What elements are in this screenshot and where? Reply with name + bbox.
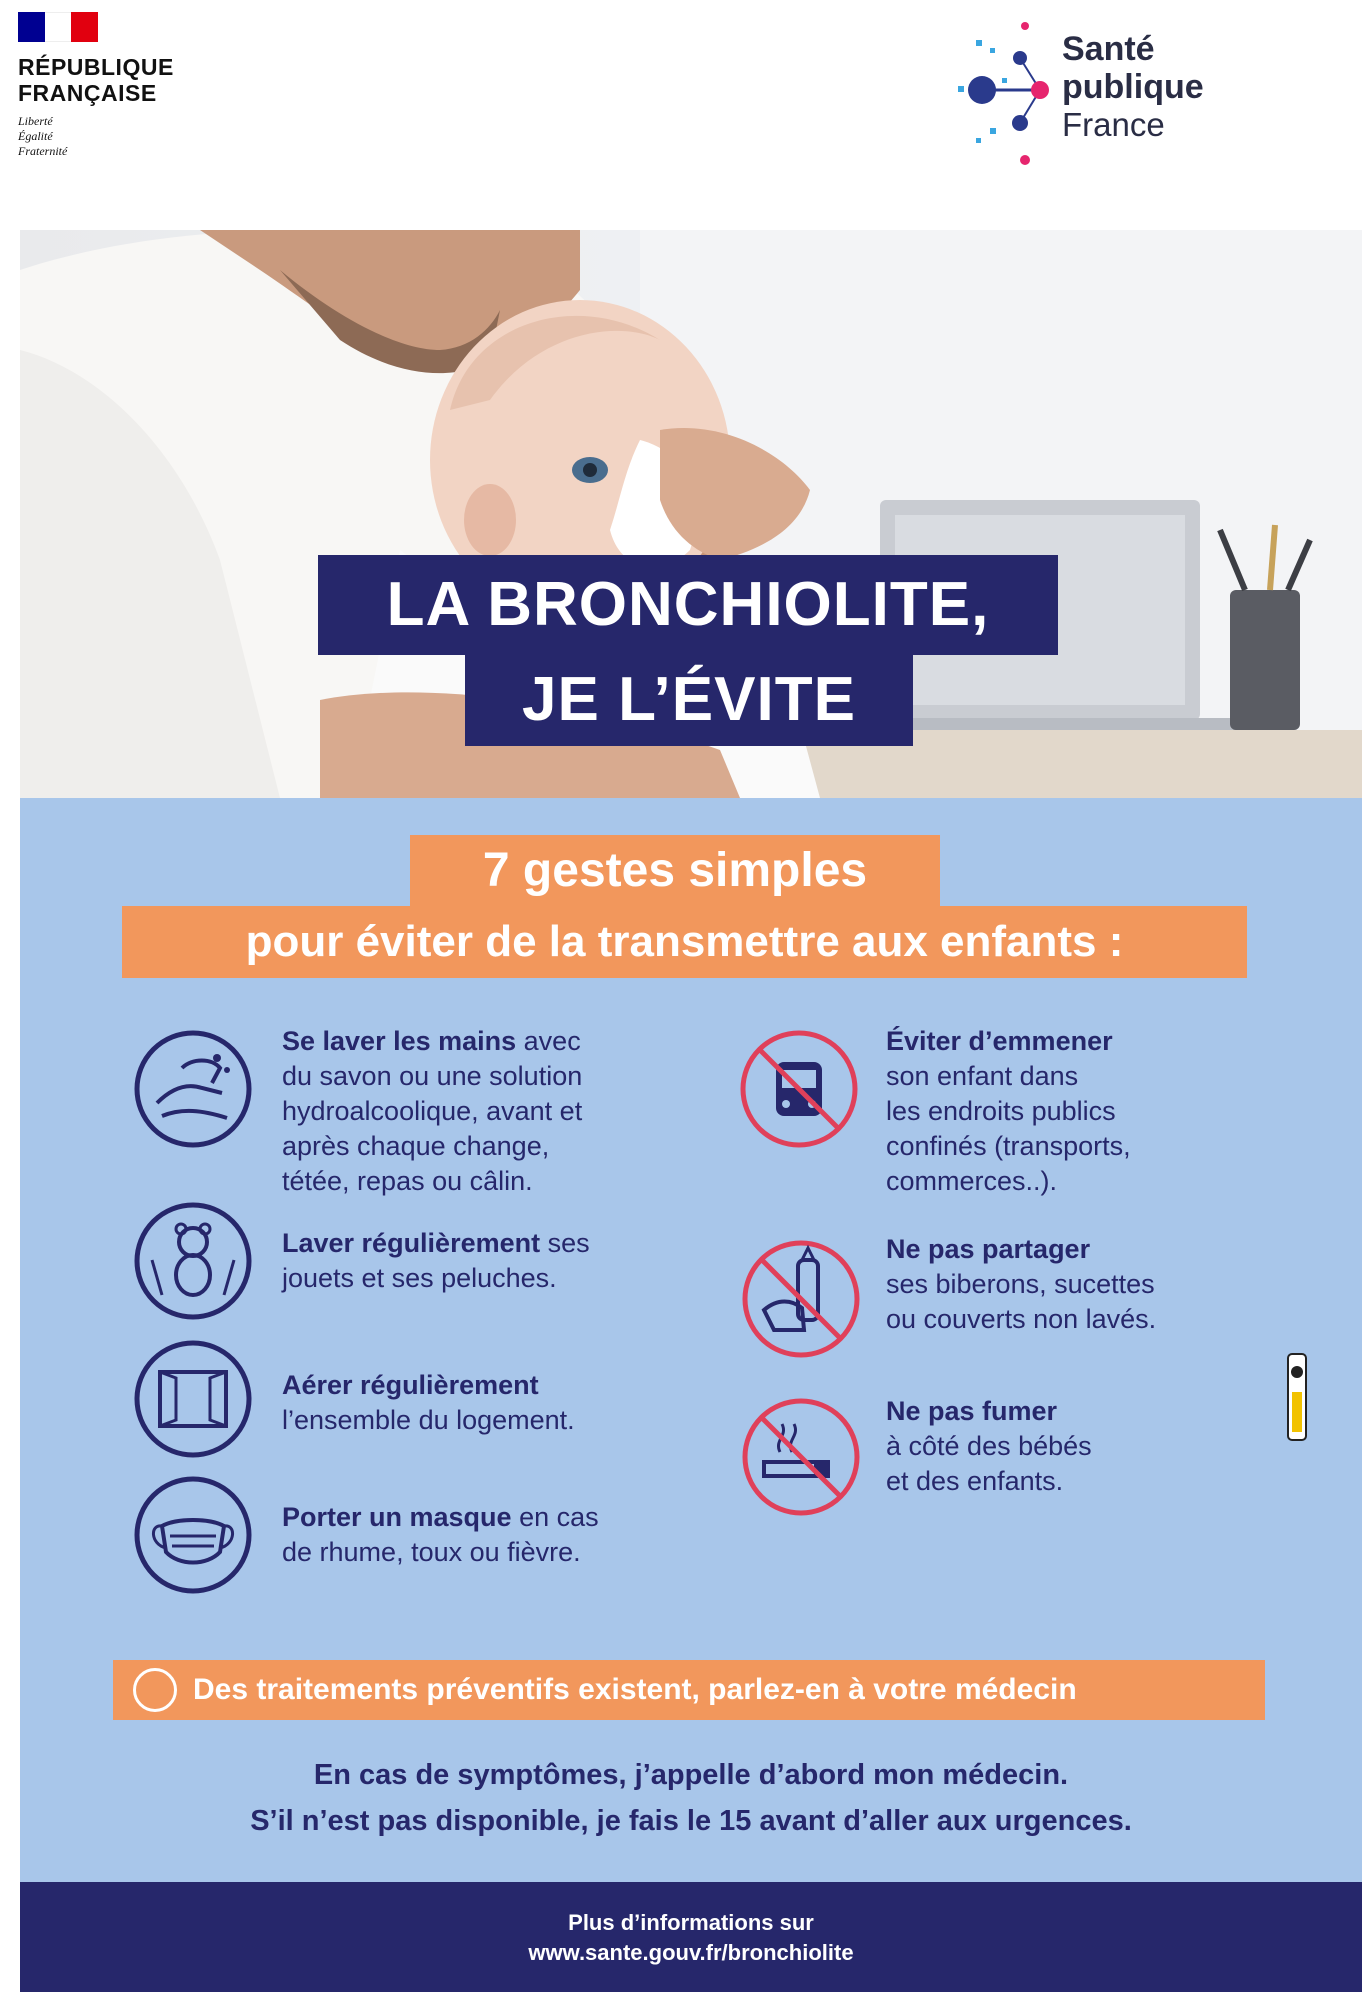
republique-motto (18, 114, 174, 159)
footer (20, 1882, 1362, 1992)
sante-publique-france-logo (950, 18, 1250, 168)
gesture-wear-mask-text: Porter un masque en cas de rhume, toux ou fièvre. (282, 1502, 599, 1567)
teddy-bear-icon (132, 1200, 254, 1322)
sante-line2: publique (1062, 68, 1204, 106)
title-line2: JE L’ÉVITE (465, 654, 913, 746)
gesture-ventilate-text: Aérer régulièrement l’ensemble du logement. (282, 1370, 575, 1435)
no-smoking-icon (740, 1396, 862, 1518)
title-line1: LA BRONCHIOLITE, (318, 555, 1058, 655)
pill-icon (133, 1668, 177, 1712)
gesture-wash-toys-text: Laver régulièrement ses jouets et ses peluches. (282, 1228, 590, 1293)
footer-link[interactable]: www.sante.gouv.fr/bronchiolite (528, 1940, 854, 1965)
gestures-heading: 7 gestes simples (410, 835, 940, 907)
republique-line1: RÉPUBLIQUE (18, 54, 174, 80)
symptoms-text (20, 1752, 1362, 1844)
republique-line2: FRANÇAISE (18, 80, 157, 106)
no-public-transport-icon (738, 1028, 860, 1150)
hand-washing-icon (132, 1028, 254, 1150)
recycling-mark-icon (1286, 1352, 1308, 1442)
hero-photo (20, 230, 1362, 798)
motto-fraternite: Fraternité (18, 144, 68, 158)
open-window-icon (132, 1338, 254, 1460)
treatment-banner (113, 1660, 1265, 1720)
gesture-no-sharing-text: Ne pas partager ses biberons, sucettes ou couverts non lavés. (886, 1234, 1157, 1334)
sante-line3: France (1062, 106, 1165, 143)
gesture-no-smoking-text: Ne pas fumer à côté des bébés et des enfants. (886, 1396, 1092, 1496)
symptoms-line2: S’il n’est pas disponible, je fais le 15 avant d’aller aux urgences. (250, 1805, 1132, 1837)
sante-publique-network-icon (950, 18, 1060, 168)
motto-liberte: Liberté (18, 114, 53, 128)
motto-egalite: Égalité (18, 129, 53, 143)
no-sharing-bottle-icon (740, 1238, 862, 1360)
french-flag-icon (18, 12, 98, 42)
gesture-avoid-public-text: Éviter d’emmener son enfant dans les endroits publics confinés (transports, commerces..). (886, 1026, 1131, 1196)
gestures-subheading: pour éviter de la transmettre aux enfants : (122, 906, 1247, 978)
gesture-wash-hands-text: Se laver les mains avec du savon ou une solution hydroalcoolique, avant et après chaque change, tétée, repas ou câlin. (282, 1026, 583, 1196)
footer-line1: Plus d’informations sur (568, 1910, 814, 1935)
face-mask-icon (132, 1474, 254, 1596)
sante-line1: Santé (1062, 30, 1155, 68)
treatment-text: Des traitements préventifs existent, parlez-en à votre médecin (193, 1673, 1077, 1706)
symptoms-line1: En cas de symptômes, j’appelle d’abord mon médecin. (313, 1759, 1069, 1791)
republique-francaise-logo (18, 12, 174, 159)
